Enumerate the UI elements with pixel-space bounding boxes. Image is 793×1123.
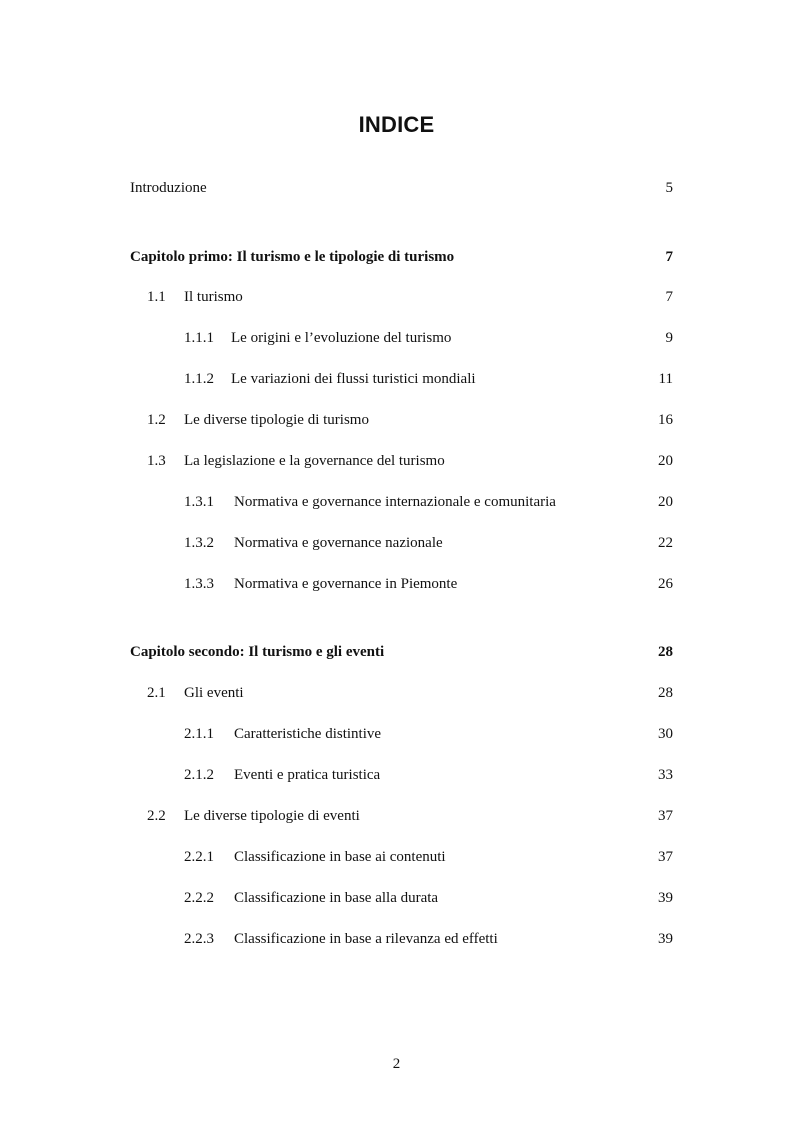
toc-entry-2-2-1[interactable] [0, 847, 793, 867]
toc-entry-number: 1.3 [147, 453, 166, 469]
page-number: 2 [392, 1056, 401, 1072]
toc-entry-page: 30 [658, 726, 673, 742]
toc-entry-number: 1.3.1 [184, 494, 214, 510]
toc-entry-page: 9 [665, 330, 673, 346]
toc-entry-label: Le variazioni dei flussi turistici mondiali [231, 371, 476, 387]
toc-entry-2-1-2[interactable] [0, 765, 793, 785]
toc-entry-number: 2.2 [147, 808, 166, 824]
toc-entry-number: 2.2.2 [184, 890, 214, 906]
toc-entry-label: Le diverse tipologie di turismo [184, 412, 369, 428]
toc-entry-number: 1.3.2 [184, 535, 214, 551]
toc-entry-2-1[interactable] [0, 683, 793, 703]
toc-entry-page: 20 [658, 453, 673, 469]
toc-entry-page: 28 [658, 644, 673, 660]
toc-entry-number: 1.1.2 [184, 371, 214, 387]
toc-entry-number: 2.2.3 [184, 931, 214, 947]
toc-entry-page: 37 [658, 849, 673, 865]
toc-entry-label: La legislazione e la governance del turismo [184, 453, 445, 469]
toc-chapter-1[interactable] [0, 247, 793, 267]
toc-entry-1-1[interactable] [0, 287, 793, 307]
toc-entry-page: 20 [658, 494, 673, 510]
toc-entry-2-2-2[interactable] [0, 888, 793, 908]
toc-chapter-label: Capitolo secondo: Il turismo e gli eventi [130, 644, 385, 660]
toc-entry-2-2[interactable] [0, 806, 793, 826]
toc-entry-number: 1.1.1 [184, 330, 214, 346]
toc-entry-label: Il turismo [184, 289, 243, 305]
toc-entry-page: 7 [665, 249, 673, 265]
toc-entry-1-3-1[interactable] [0, 492, 793, 512]
toc-entry-page: 22 [658, 535, 673, 551]
toc-entry-label: Eventi e pratica turistica [234, 767, 381, 783]
toc-chapter-label: Capitolo primo: Il turismo e le tipologie di turismo [130, 249, 455, 265]
toc-entry-number: 2.1.2 [184, 767, 214, 783]
toc-entry-label: Normativa e governance internazionale e comunitaria [234, 494, 556, 510]
toc-entry-number: 1.2 [147, 412, 166, 428]
toc-entry-number: 2.1 [147, 685, 166, 701]
toc-entry-page: 5 [665, 180, 673, 196]
toc-chapter-2[interactable] [0, 642, 793, 662]
page-title: INDICE [358, 112, 435, 137]
toc-entry-label: Introduzione [130, 180, 207, 196]
toc-entry-label: Le diverse tipologie di eventi [184, 808, 360, 824]
toc-entry-label: Classificazione in base alla durata [234, 890, 439, 906]
toc-entry-label: Classificazione in base a rilevanza ed effetti [234, 931, 498, 947]
toc-entry-page: 39 [658, 890, 673, 906]
toc-entry-1-1-1[interactable] [0, 328, 793, 348]
toc-entry-page: 39 [658, 931, 673, 947]
toc-entry-label: Caratteristiche distintive [234, 726, 382, 742]
toc-entry-2-1-1[interactable] [0, 724, 793, 744]
toc-entry-label: Normativa e governance in Piemonte [234, 576, 458, 592]
toc-entry-label: Le origini e l’evoluzione del turismo [231, 330, 452, 346]
toc-entry-1-2[interactable] [0, 410, 793, 430]
toc-entry-page: 7 [665, 289, 673, 305]
toc-entry-label: Normativa e governance nazionale [234, 535, 443, 551]
toc-entry-2-2-3[interactable] [0, 929, 793, 949]
toc-entry-page: 11 [658, 371, 673, 387]
toc-entry-label: Gli eventi [184, 685, 244, 701]
toc-entry-page: 37 [658, 808, 673, 824]
toc-entry-label: Classificazione in base ai contenuti [234, 849, 446, 865]
toc-entry-number: 1.1 [147, 289, 166, 305]
toc-entry-page: 33 [658, 767, 673, 783]
toc-entry-introduzione[interactable] [0, 178, 793, 198]
toc-entry-page: 16 [658, 412, 673, 428]
toc-entry-page: 28 [658, 685, 673, 701]
toc-entry-number: 2.2.1 [184, 849, 214, 865]
toc-entry-1-1-2[interactable] [0, 369, 793, 389]
toc-entry-1-3-3[interactable] [0, 574, 793, 594]
toc-entry-number: 2.1.1 [184, 726, 214, 742]
toc-entry-1-3-2[interactable] [0, 533, 793, 553]
toc-entry-number: 1.3.3 [184, 576, 214, 592]
toc-entry-1-3[interactable] [0, 451, 793, 471]
toc-entry-page: 26 [658, 576, 673, 592]
